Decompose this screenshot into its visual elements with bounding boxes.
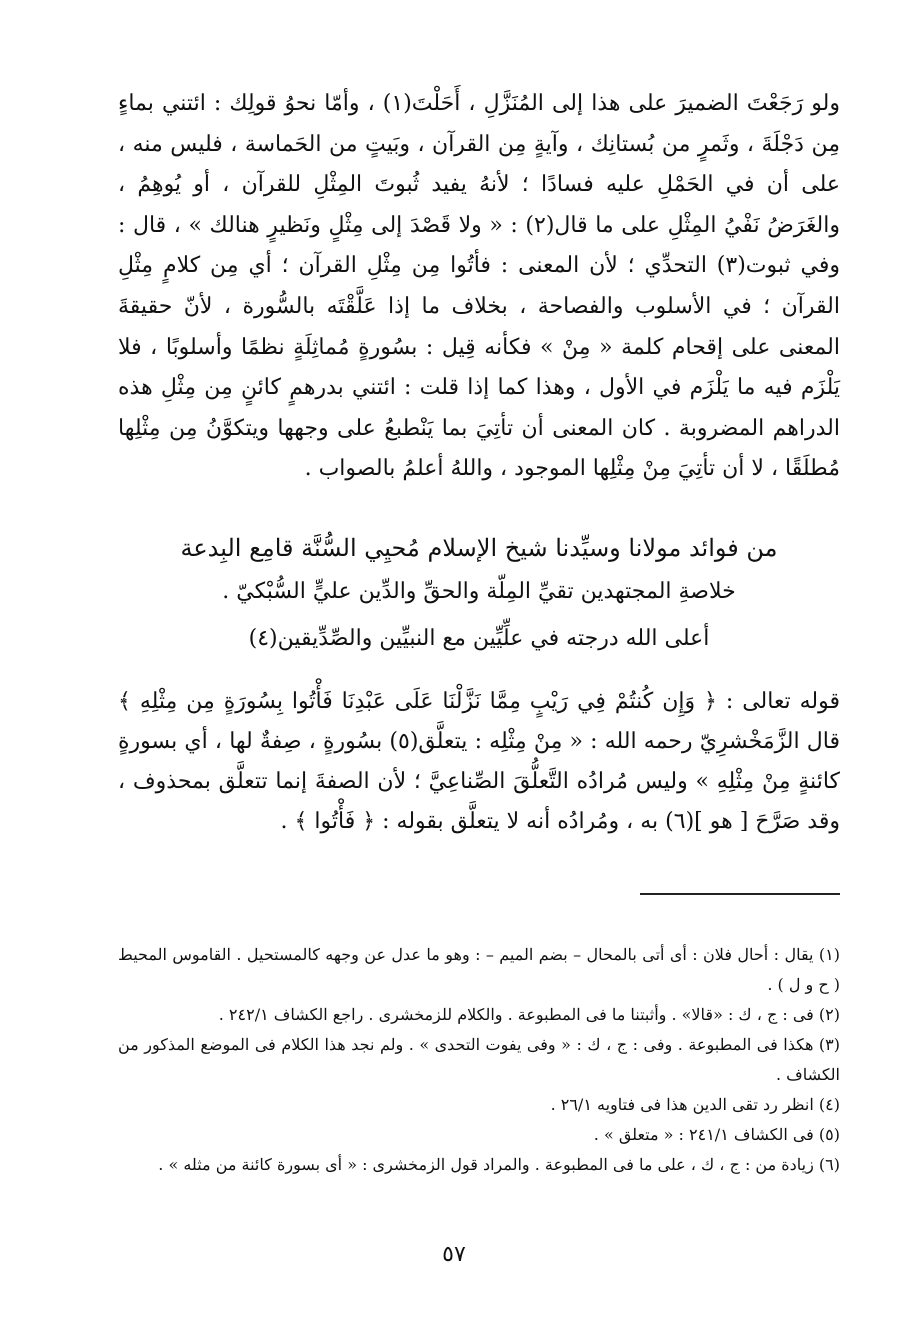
section-heading xyxy=(118,526,840,664)
verse-paragraph: قوله تعالى : ﴿ وَإِن كُنتُمْ فِي رَيْبٍ مِمَّا نَزَّلْنَا عَلَى عَبْدِنَا فَأْتُوا بِسُورَةٍ مِن مِثْلِهِ ﴾ قال الزَّمَخْشرِيّ رحمه الله : « مِنْ مِثْلِه : يتعلَّق(٥) بسُورةٍ ، صِفةٌ لها ، أي بسورةٍ كائنةٍ مِنْ مِثْلِهِ » وليس مُرادُه التَّعلُّقَ الصِّناعِيَّ ؛ لأن الصفةَ إنما تتعلَّق بمحذوف ، وقد صَرَّحَ [ هو ](٦) به ، ومُرادُه أنه لا يتعلَّق بقوله : ﴿ فَأْتُوا ﴾ . xyxy=(118,689,840,834)
heading-line-1: من فوائد مولانا وسيِّدنا شيخ الإسلام مُحيِي السُّنَّة قامِع البِدعة xyxy=(180,534,778,562)
heading-line-3: أعلى الله درجته في علِّيِّين مع النبيِّين والصِّدِّيقين(٤) xyxy=(248,626,710,651)
verse-commentary xyxy=(118,682,840,842)
footnote-separator xyxy=(640,893,840,895)
footnote-4: (٤) انظر رد تقى الدين هذا فى فتاويه ٢٦/١ . xyxy=(550,1095,840,1114)
footnote-2: (٢) فى : ج ، ك : «قالا» . وأثبتنا ما فى المطبوعة . والكلام للزمخشرى . راجع الكشاف ٢٤٢/١ . xyxy=(218,1005,840,1024)
page-number: ٥٧ xyxy=(442,1242,466,1267)
footnote-6: (٦) زيادة من : ج ، ك ، على ما فى المطبوعة . والمراد قول الزمخشرى : « أى بسورة كائنة من مثله » . xyxy=(158,1155,840,1174)
body-text xyxy=(118,84,840,490)
footnotes xyxy=(118,940,840,1180)
footnote-3: (٣) هكذا فى المطبوعة . وفى : ج ، ك : « وفى يفوت التحدى » . ولم نجد هذا الكلام فى الموضع المذكور من الكشاف . xyxy=(118,1035,840,1084)
footnote-1: (١) يقال : أحال فلان : أى أتى بالمحال – بضم الميم – : وهو ما عدل عن وجهه كالمستحيل . القاموس المحيط ( ح و ل ) . xyxy=(118,945,840,994)
heading-line-2: خلاصةِ المجتهدين تقيِّ المِلّة والحقِّ والدِّين عليٍّ السُّبْكيّ . xyxy=(222,579,736,604)
body-paragraph: ولو رَجَعْتَ الضميرَ على هذا إلى المُنَزَّلِ ، أَحَلْتَ(١) ، وأمّا نحوُ قولِك : ائتني بماءٍ مِن دَجْلَةَ ، وثَمرٍ من بُستانِك ، وآيةٍ مِن القرآن ، وبَيتٍ من الحَماسة ، فليس منه ، على أن في الحَمْلِ عليه فسادًا ؛ لأنهُ يفيد ثُبوتَ المِثْلِ للقرآن ، أو يُوهِمُ ، والغَرَضُ نَفْيُ المِثْلِ على ما قال(٢) : « ولا قَصْدَ إلى مِثْلٍ ونَظيرٍ هنالك » ، قال : وفي ثبوت(٣) التحدِّي ؛ لأن المعنى : فأتُوا مِن مِثْلِ القرآن ؛ أي مِن كلامٍ مِثْلِ القرآن ؛ في الأسلوب والفصاحة ، بخلاف ما إذا عَلَّقْتَه بالسُّورة ، لأنّ حقيقةَ المعنى على إقحام كلمة « مِنْ » فكأنه قِيل : بسُورةٍ مُماثِلَةٍ نظمًا وأسلوبًا ، فلا يَلْزَم فيه ما يَلْزَم في الأول ، وهذا كما إذا قلت : ائتني بدرهمٍ كائنٍ مِن مِثْلِ هذه الدراهم المضروبة . كان المعنى أن تأتِيَ بما يَنْطبعُ على وجهها ويتكوَّنُ مِن مِثْلِها مُطلَقًا ، لا أن تأتِيَ مِنْ مِثْلِها الموجود ، واللهُ أعلمُ بالصواب . xyxy=(118,91,841,482)
footnote-5: (٥) فى الكشاف ٢٤١/١ : « متعلق » . xyxy=(593,1125,840,1144)
